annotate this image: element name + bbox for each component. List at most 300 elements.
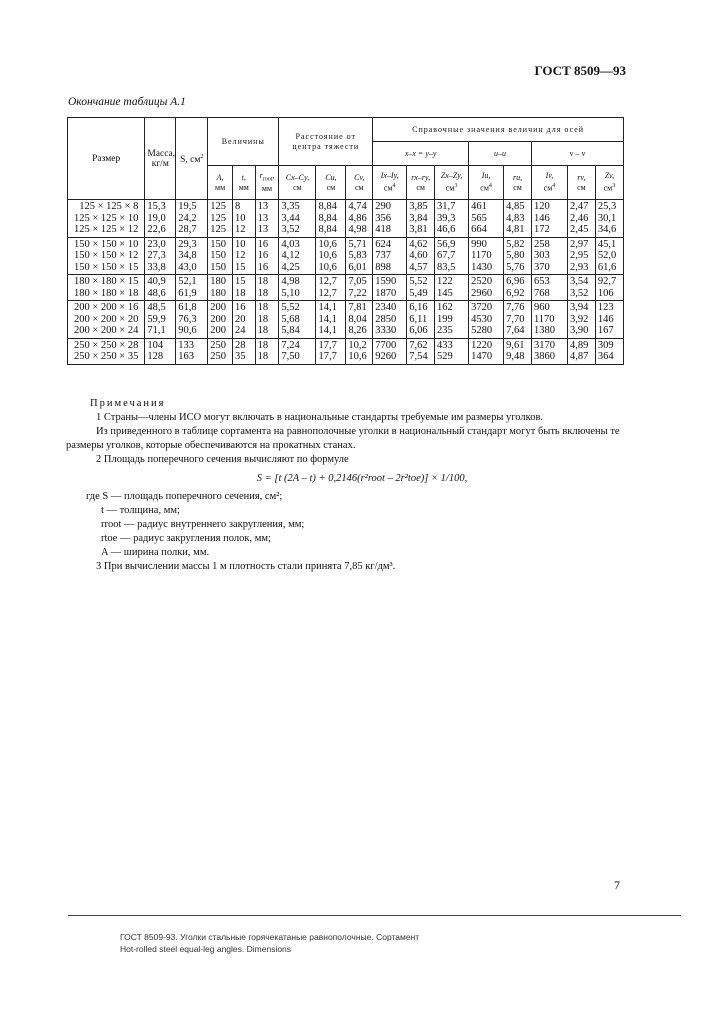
cell-value: 10 bbox=[234, 212, 246, 224]
cell-value: 14,1 bbox=[318, 325, 337, 336]
cell-value: 35 bbox=[234, 351, 246, 362]
table-cell-ix bbox=[373, 338, 407, 364]
cell-value: 3,35 bbox=[281, 201, 300, 212]
table-cell-A bbox=[208, 301, 233, 339]
header-values: Величины bbox=[208, 118, 279, 166]
table-cell-mass bbox=[145, 237, 176, 275]
cell-value: 9,48 bbox=[506, 351, 525, 362]
cell-value: 125 bbox=[210, 201, 226, 212]
cell-value: 104 bbox=[147, 339, 164, 351]
cell-value: 39,3 bbox=[437, 212, 456, 224]
table-cell-zv bbox=[595, 200, 623, 238]
cell-value: 12,7 bbox=[318, 276, 337, 287]
cell-value: 6,06 bbox=[409, 325, 428, 336]
table-cell-area bbox=[176, 200, 208, 238]
table-row bbox=[68, 237, 624, 275]
cell-value: 990 bbox=[471, 238, 487, 250]
cell-value: 4,62 bbox=[409, 238, 428, 250]
header-t: t, мм bbox=[232, 166, 255, 200]
cell-value: 28,7 bbox=[178, 224, 197, 235]
note-3: 3 При вычислении массы 1 м плотность стали принята 7,85 кг/дм³. bbox=[96, 561, 396, 572]
table-cell-cxcy bbox=[279, 301, 316, 339]
cell-value: 150 bbox=[210, 238, 226, 250]
document-code: ГОСТ 8509—93 bbox=[534, 63, 626, 78]
table-cell-mass bbox=[145, 301, 176, 339]
table-cell-zx bbox=[435, 338, 469, 364]
cell-value: 7,24 bbox=[281, 339, 300, 351]
cell-value: 303 bbox=[533, 250, 550, 261]
table-cell-rv bbox=[568, 275, 596, 301]
cell-value: 4,87 bbox=[570, 351, 589, 362]
table-cell-iu bbox=[469, 275, 504, 301]
table-cell-cxcy bbox=[279, 338, 316, 364]
cell-value: 5,52 bbox=[409, 276, 428, 287]
cell-value: 34,6 bbox=[597, 224, 617, 235]
cell-value: 290 bbox=[375, 201, 391, 212]
cell-value: 2850 bbox=[375, 313, 397, 325]
table-cell-cxcy bbox=[279, 237, 316, 275]
cell-value: 433 bbox=[437, 339, 453, 351]
legend-t: t — толщина, мм; bbox=[101, 505, 180, 516]
cell-value: 10,6 bbox=[348, 351, 367, 362]
table-cell-t bbox=[232, 237, 255, 275]
cell-value: 4,89 bbox=[570, 339, 589, 351]
table-cell-rv bbox=[568, 237, 596, 275]
cell-value: 61,8 bbox=[178, 302, 197, 313]
cell-value: 4,74 bbox=[348, 201, 367, 212]
table-cell-r bbox=[255, 237, 279, 275]
cell-value: 15 bbox=[234, 261, 246, 273]
table-cell-area bbox=[176, 338, 208, 364]
cell-value: 3,85 bbox=[409, 201, 428, 212]
cell-value: 4,83 bbox=[506, 212, 525, 224]
cell-value: 180 × 180 × 18 bbox=[73, 287, 139, 299]
cell-value: 1870 bbox=[375, 287, 397, 299]
cell-value: 52,1 bbox=[178, 276, 197, 287]
cell-value: 8,84 bbox=[318, 212, 337, 224]
cell-value: 200 × 200 × 24 bbox=[73, 325, 139, 336]
cell-value: 23,0 bbox=[147, 238, 166, 250]
table-cell-t bbox=[232, 338, 255, 364]
cell-value: 370 bbox=[533, 261, 550, 273]
cell-value: 4,12 bbox=[281, 250, 300, 261]
cell-value: 19,5 bbox=[178, 201, 197, 212]
header-distance: Расстояние от центра тяжести bbox=[279, 118, 373, 166]
header-axis-uu: u–u bbox=[469, 142, 532, 166]
table-cell-cu bbox=[316, 200, 346, 238]
cell-value: 8,84 bbox=[318, 201, 337, 212]
cell-value: 45,1 bbox=[597, 238, 617, 250]
cell-value: 235 bbox=[437, 325, 453, 336]
cell-value: 4,98 bbox=[348, 224, 367, 235]
cell-value: 2340 bbox=[375, 302, 397, 313]
legend-r-root: rroot — радиус внутреннего закругления, мм; bbox=[101, 519, 305, 530]
header-area: S, $см^2$ bbox=[176, 118, 208, 200]
cell-value: 18 bbox=[257, 351, 269, 362]
cell-value: 7,62 bbox=[409, 339, 428, 351]
cell-value: 167 bbox=[597, 325, 614, 336]
cell-value: 960 bbox=[533, 302, 550, 313]
cell-value: 3,52 bbox=[281, 224, 300, 235]
header-rxry: rx–ry, см bbox=[407, 166, 435, 200]
cell-value: 7,64 bbox=[506, 325, 525, 336]
cell-value: 146 bbox=[597, 313, 614, 325]
header-size: Размер bbox=[68, 118, 145, 200]
cell-value: 1170 bbox=[471, 250, 492, 261]
table-cell-iv bbox=[531, 275, 567, 301]
cell-value: 162 bbox=[437, 302, 453, 313]
page-number: 7 bbox=[614, 878, 620, 892]
table-row bbox=[68, 301, 624, 339]
cell-value: 10,6 bbox=[318, 261, 337, 273]
table-cell-A bbox=[208, 338, 233, 364]
cell-value: 172 bbox=[533, 224, 550, 235]
cell-value: 200 bbox=[210, 302, 226, 313]
cell-value: 146 bbox=[533, 212, 550, 224]
table-cell-size bbox=[68, 275, 145, 301]
table-cell-zx bbox=[435, 301, 469, 339]
table-cell-ix bbox=[373, 275, 407, 301]
table-cell-iv bbox=[531, 301, 567, 339]
cell-value: 125 × 125 × 8 bbox=[79, 201, 139, 212]
cell-value: 12 bbox=[234, 224, 246, 235]
cell-value: 128 bbox=[147, 351, 164, 362]
cell-value: 200 bbox=[210, 325, 226, 336]
cell-value: 16 bbox=[257, 238, 269, 250]
header-r-root: $r_{root}$, мм bbox=[255, 166, 279, 200]
cell-value: 8 bbox=[234, 201, 241, 212]
cell-value: 59,9 bbox=[147, 313, 166, 325]
table-cell-area bbox=[176, 237, 208, 275]
cell-value: 898 bbox=[375, 261, 391, 273]
header-cv: Cv, см bbox=[346, 166, 373, 200]
note-1: 1 Страны—члены ИСО могут включать в национальные стандарты требуемые им размеры уголков. bbox=[96, 412, 544, 423]
cell-value: 200 × 200 × 20 bbox=[73, 313, 139, 325]
cell-value: 250 × 250 × 35 bbox=[73, 351, 139, 362]
cell-value: 27,3 bbox=[147, 250, 166, 261]
table-cell-iv bbox=[531, 237, 567, 275]
note-1-continued: Из приведенного в таблице сортамента на равнополочные уголки в национальный стандарт могут быть включены те размеры уголков, которые обеспечиваются на прокатных станах. bbox=[66, 426, 620, 451]
header-axis-xx: x–x = y–y bbox=[373, 142, 469, 166]
cell-value: 24 bbox=[234, 325, 246, 336]
cell-value: 4,85 bbox=[506, 201, 525, 212]
cell-value: 7,05 bbox=[348, 276, 367, 287]
table-cell-rv bbox=[568, 338, 596, 364]
cell-value: 4,98 bbox=[281, 276, 300, 287]
cell-value: 43,0 bbox=[178, 261, 197, 273]
cell-value: 120 bbox=[533, 201, 550, 212]
header-iu: Iu, $см^4$ bbox=[469, 166, 504, 200]
cell-value: 125 × 125 × 10 bbox=[73, 212, 139, 224]
table-cell-ru bbox=[504, 200, 532, 238]
table-cell-iv bbox=[531, 338, 567, 364]
header-cu: Cu, см bbox=[316, 166, 346, 200]
cell-value: 2520 bbox=[471, 276, 493, 287]
cell-value: 16 bbox=[234, 302, 246, 313]
cell-value: 125 bbox=[210, 212, 226, 224]
table-row bbox=[68, 338, 624, 364]
cell-value: 7,76 bbox=[506, 302, 525, 313]
cell-value: 7,54 bbox=[409, 351, 428, 362]
table-cell-A bbox=[208, 200, 233, 238]
cell-value: 653 bbox=[533, 276, 550, 287]
footer-line-en: Hot-rolled steel equal-leg angles. Dimensions bbox=[120, 944, 292, 954]
cell-value: 7700 bbox=[375, 339, 397, 351]
cell-value: 122 bbox=[437, 276, 453, 287]
cell-value: 83,5 bbox=[437, 261, 456, 273]
cell-value: 56,9 bbox=[437, 238, 456, 250]
cell-value: 364 bbox=[597, 351, 614, 362]
cell-value: 200 bbox=[210, 313, 226, 325]
table-cell-cu bbox=[316, 301, 346, 339]
cell-value: 18 bbox=[234, 287, 246, 299]
cell-value: 40,9 bbox=[147, 276, 166, 287]
table-cell-cu bbox=[316, 237, 346, 275]
cell-value: 18 bbox=[257, 287, 269, 299]
table-cell-rv bbox=[568, 200, 596, 238]
cell-value: 3860 bbox=[533, 351, 555, 362]
cell-value: 6,92 bbox=[506, 287, 525, 299]
cell-value: 18 bbox=[257, 276, 269, 287]
cell-value: 4,60 bbox=[409, 250, 428, 261]
cell-value: 664 bbox=[471, 224, 487, 235]
table-cell-t bbox=[232, 301, 255, 339]
cell-value: 13 bbox=[257, 201, 269, 212]
cell-value: 3,44 bbox=[281, 212, 300, 224]
cell-value: 25,3 bbox=[597, 201, 617, 212]
table-cell-r bbox=[255, 301, 279, 339]
cell-value: 31,7 bbox=[437, 201, 456, 212]
cell-value: 8,04 bbox=[348, 313, 367, 325]
cell-value: 7,70 bbox=[506, 313, 525, 325]
cell-value: 46,6 bbox=[437, 224, 456, 235]
cell-value: 22,6 bbox=[147, 224, 166, 235]
table-cell-cv bbox=[346, 200, 373, 238]
table-caption: Окончание таблицы А.1 bbox=[68, 96, 186, 108]
cell-value: 3,84 bbox=[409, 212, 428, 224]
cell-value: 17,7 bbox=[318, 339, 337, 351]
table-cell-rv bbox=[568, 301, 596, 339]
table-cell-iu bbox=[469, 338, 504, 364]
table-cell-rx bbox=[407, 237, 435, 275]
cell-value: 18 bbox=[257, 302, 269, 313]
cell-value: 4,86 bbox=[348, 212, 367, 224]
cell-value: 19,0 bbox=[147, 212, 166, 224]
cell-value: 12 bbox=[234, 250, 246, 261]
table-cell-iu bbox=[469, 301, 504, 339]
table-cell-zv bbox=[595, 301, 623, 339]
table-cell-size bbox=[68, 200, 145, 238]
table-cell-cu bbox=[316, 338, 346, 364]
legend-intro: где S — площадь поперечного сечения, см²; bbox=[86, 491, 283, 502]
table-cell-iu bbox=[469, 237, 504, 275]
cell-value: 6,01 bbox=[348, 261, 367, 273]
cell-value: 5,80 bbox=[506, 250, 525, 261]
cell-value: 48,6 bbox=[147, 287, 166, 299]
cell-value: 199 bbox=[437, 313, 453, 325]
cell-value: 5,83 bbox=[348, 250, 367, 261]
cell-value: 529 bbox=[437, 351, 453, 362]
cell-value: 1220 bbox=[471, 339, 493, 351]
cell-value: 2,46 bbox=[570, 212, 589, 224]
table-cell-cu bbox=[316, 275, 346, 301]
table-cell-area bbox=[176, 301, 208, 339]
table-cell-cv bbox=[346, 301, 373, 339]
header-ru: ru, см bbox=[504, 166, 532, 200]
cell-value: 2,95 bbox=[570, 250, 589, 261]
table-cell-size bbox=[68, 338, 145, 364]
footer-line-ru: ГОСТ 8509-93. Уголки стальные горячекатаные равнополочные. Сортамент bbox=[120, 932, 420, 942]
table-cell-zx bbox=[435, 237, 469, 275]
table-cell-cv bbox=[346, 237, 373, 275]
cell-value: 150 × 150 × 12 bbox=[73, 250, 139, 261]
cell-value: 12,7 bbox=[318, 287, 337, 299]
cell-value: 2,45 bbox=[570, 224, 589, 235]
table-cell-r bbox=[255, 200, 279, 238]
cell-value: 10,6 bbox=[318, 238, 337, 250]
cell-value: 250 bbox=[210, 351, 226, 362]
cell-value: 200 × 200 × 16 bbox=[73, 302, 139, 313]
cell-value: 5,76 bbox=[506, 261, 525, 273]
cell-value: 7,81 bbox=[348, 302, 367, 313]
cell-value: 624 bbox=[375, 238, 391, 250]
header-A: A, мм bbox=[208, 166, 233, 200]
table-cell-iu bbox=[469, 200, 504, 238]
cell-value: 30,1 bbox=[597, 212, 617, 224]
cell-value: 5,10 bbox=[281, 287, 300, 299]
table-cell-zv bbox=[595, 338, 623, 364]
cell-value: 10,2 bbox=[348, 339, 367, 351]
cell-value: 34,8 bbox=[178, 250, 197, 261]
table-cell-ix bbox=[373, 200, 407, 238]
cell-value: 3,94 bbox=[570, 302, 589, 313]
table-cell-area bbox=[176, 275, 208, 301]
cell-value: 180 bbox=[210, 276, 226, 287]
cell-value: 4,81 bbox=[506, 224, 525, 235]
table-cell-cxcy bbox=[279, 275, 316, 301]
cell-value: 7,50 bbox=[281, 351, 300, 362]
header-iv: Iv, $см^4$ bbox=[531, 166, 567, 200]
table-row bbox=[68, 275, 624, 301]
cell-value: 71,1 bbox=[147, 325, 166, 336]
cell-value: 565 bbox=[471, 212, 487, 224]
cell-value: 150 × 150 × 15 bbox=[73, 261, 139, 273]
cell-value: 10,6 bbox=[318, 250, 337, 261]
footer-divider bbox=[68, 915, 681, 916]
cell-value: 28 bbox=[234, 339, 246, 351]
table-cell-iv bbox=[531, 200, 567, 238]
table-cell-mass bbox=[145, 338, 176, 364]
formula-legend bbox=[86, 490, 628, 560]
cell-value: 1590 bbox=[375, 276, 397, 287]
cell-value: 2960 bbox=[471, 287, 493, 299]
cell-value: 5,49 bbox=[409, 287, 428, 299]
cell-value: 5280 bbox=[471, 325, 493, 336]
cell-value: 309 bbox=[597, 339, 614, 351]
cell-value: 9260 bbox=[375, 351, 397, 362]
table-cell-ru bbox=[504, 237, 532, 275]
cell-value: 6,96 bbox=[506, 276, 525, 287]
cell-value: 4530 bbox=[471, 313, 493, 325]
table-cell-ru bbox=[504, 275, 532, 301]
header-mass: Масса, кг/м bbox=[145, 118, 176, 200]
cell-value: 3,90 bbox=[570, 325, 589, 336]
legend-A: A — ширина полки, мм. bbox=[101, 547, 210, 558]
cell-value: 3330 bbox=[375, 325, 397, 336]
cell-value: 180 × 180 × 15 bbox=[73, 276, 139, 287]
header-ixiy: Ix–Iy, $см^4$ bbox=[373, 166, 407, 200]
table-cell-t bbox=[232, 275, 255, 301]
cell-value: 356 bbox=[375, 212, 391, 224]
cell-value: 2,47 bbox=[570, 201, 589, 212]
angles-table bbox=[67, 117, 624, 365]
cell-value: 8,26 bbox=[348, 325, 367, 336]
cell-value: 92,7 bbox=[597, 276, 617, 287]
cell-value: 150 bbox=[210, 261, 226, 273]
table-cell-size bbox=[68, 301, 145, 339]
cell-value: 150 × 150 × 10 bbox=[73, 238, 139, 250]
table-cell-cv bbox=[346, 338, 373, 364]
table-cell-zx bbox=[435, 275, 469, 301]
cell-value: 418 bbox=[375, 224, 391, 235]
cell-value: 4,25 bbox=[281, 261, 300, 273]
cell-value: 18 bbox=[257, 325, 269, 336]
table-cell-r bbox=[255, 275, 279, 301]
header-zv: Zv, $см^3$ bbox=[595, 166, 623, 200]
cell-value: 33,8 bbox=[147, 261, 166, 273]
cell-value: 3,92 bbox=[570, 313, 589, 325]
cell-value: 461 bbox=[471, 201, 487, 212]
cell-value: 17,7 bbox=[318, 351, 337, 362]
cell-value: 15 bbox=[234, 276, 246, 287]
legend-r-toe: rtoe — радиус закругления полок, мм; bbox=[101, 533, 271, 544]
footer bbox=[120, 931, 419, 955]
cell-value: 1470 bbox=[471, 351, 493, 362]
table-cell-ix bbox=[373, 301, 407, 339]
cell-value: 4,03 bbox=[281, 238, 300, 250]
cell-value: 5,52 bbox=[281, 302, 300, 313]
header-cxcy: Cx–Cy, см bbox=[279, 166, 316, 200]
cell-value: 29,3 bbox=[178, 238, 197, 250]
cell-value: 18 bbox=[257, 313, 269, 325]
cell-value: 3170 bbox=[533, 339, 555, 351]
header-rv: rv, см bbox=[568, 166, 596, 200]
cell-value: 9,61 bbox=[506, 339, 525, 351]
cell-value: 3,54 bbox=[570, 276, 589, 287]
cell-value: 768 bbox=[533, 287, 550, 299]
table-body bbox=[68, 200, 624, 365]
cell-value: 250 × 250 × 28 bbox=[73, 339, 139, 351]
cell-value: 3,52 bbox=[570, 287, 589, 299]
header-axis-vv: v – v bbox=[531, 142, 623, 166]
cell-value: 3,81 bbox=[409, 224, 428, 235]
table-cell-A bbox=[208, 237, 233, 275]
cell-value: 258 bbox=[533, 238, 550, 250]
cell-value: 5,71 bbox=[348, 238, 367, 250]
table-cell-zv bbox=[595, 237, 623, 275]
cell-value: 48,5 bbox=[147, 302, 166, 313]
cell-value: 67,7 bbox=[437, 250, 456, 261]
header-zxzy: Zx–Zy, $см^3$ bbox=[435, 166, 469, 200]
cell-value: 145 bbox=[437, 287, 453, 299]
cell-value: 5,68 bbox=[281, 313, 300, 325]
cell-value: 24,2 bbox=[178, 212, 197, 224]
cell-value: 20 bbox=[234, 313, 246, 325]
cell-value: 5,82 bbox=[506, 238, 525, 250]
cell-value: 14,1 bbox=[318, 302, 337, 313]
cell-value: 90,6 bbox=[178, 325, 197, 336]
table-cell-zx bbox=[435, 200, 469, 238]
